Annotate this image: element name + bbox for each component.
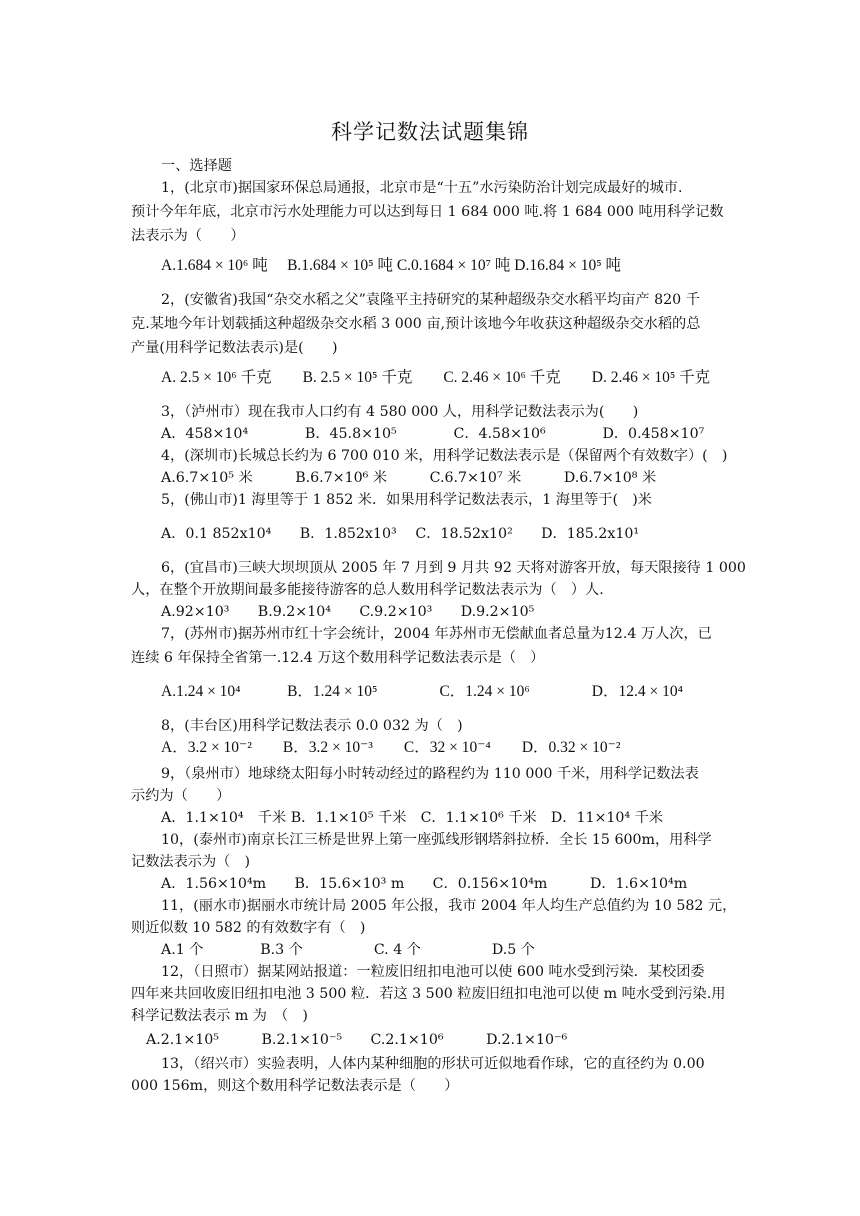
question-7-line-1: 7，(苏州市)据苏州市红十字会统计，2004 年苏州市无偿献血者总量为12.4 万人次，已 [161, 626, 712, 642]
question-8-options: A．3.2 × 10⁻² B．3.2 × 10⁻³ C．32 × 10⁻⁴ D．0.32 × 10⁻² [161, 739, 621, 756]
question-10-line-1: 10，(泰州市)南京长江三桥是世界上第一座弧线形钢塔斜拉桥．全长 15 600m，用科学 [161, 832, 712, 848]
question-10-options: A．1.56×10⁴m B．15.6×10³ m C．0.156×10⁴m D．1.6×10⁴m [161, 876, 688, 892]
question-9-line-1: 9，（泉州市）地球绕太阳每小时转动经过的路程约为 110 000 千米，用科学记数法表 [161, 766, 699, 782]
question-6-line-1: 6，(宜昌市)三峡大坝坝顶从 2005 年 7 月到 9 月共 92 天将对游客开放，每天限接待 1 000 [161, 560, 746, 576]
question-13-line-1: 13，（绍兴市）实验表明，人体内某种细胞的形状可近似地看作球，它的直径约为 0.00 [161, 1056, 705, 1072]
question-12-line-3: 科学记数法表示 m 为 （ ) [131, 1008, 308, 1024]
question-11-line-1: 11，(丽水市)据丽水市统计局 2005 年公报，我市 2004 年人均生产总值约为 10 582 元， [161, 898, 737, 914]
question-12-options: A.2.1×10⁵ B.2.1×10⁻⁵ C.2.1×10⁶ D.2.1×10⁻⁶ [146, 1032, 568, 1048]
question-11-options: A.1 个 B.3 个 C. 4 个 D.5 个 [161, 942, 535, 958]
question-6-options: A.92×10³ B.9.2×10⁴ C.9.2×10³ D.9.2×10⁵ [161, 604, 535, 620]
question-6-line-2: 人，在整个开放期间最多能接待游客的总人数用科学记数法表示为（ ）人. [131, 582, 604, 598]
question-12-line-2: 四年来共回收废旧纽扣电池 3 500 粒．若这 3 500 粒废旧纽扣电池可以使 m 吨水受到污染.用 [131, 986, 726, 1002]
question-12-line-1: 12，（日照市）据某网站报道：一粒废旧纽扣电池可以使 600 吨水受到污染．某校团委 [161, 964, 705, 980]
page-title: 科学记数法试题集锦 [331, 120, 529, 144]
question-8-line-1: 8，(丰台区)用科学记数法表示 0.0 032 为（ ) [161, 718, 463, 734]
question-1-line-2: 预计今年年底，北京市污水处理能力可以达到每日 1 684 000 吨.将 1 684 000 吨用科学记数 [131, 204, 724, 220]
question-5-line-1: 5，(佛山市)1 海里等于 1 852 米．如果用科学记数法表示，1 海里等于( )米 [161, 492, 652, 508]
question-2-line-2: 克.某地今年计划载插这种超级杂交水稻 3 000 亩,预计该地今年收获这种超级杂交水稻的总 [131, 316, 701, 332]
section-heading: 一、选择题 [161, 158, 232, 174]
question-3-line-1: 3，（泸州市）现在我市人口约有 4 580 000 人，用科学记数法表示为( ) [161, 404, 639, 420]
question-2-line-3: 产量(用科学记数法表示)是( ) [131, 340, 338, 356]
question-5-options: A．0.1 852x10⁴ B．1.852x10³ C．18.52x10² D．185.2x10¹ [161, 526, 640, 542]
question-1-options: A.1.684 × 10⁶ 吨 B.1.684 × 10⁵ 吨 C.0.1684 × 10⁷ 吨 D.16.84 × 10⁵ 吨 [161, 257, 622, 274]
question-7-options: A.1.24 × 10⁴ B．1.24 × 10⁵ C．1.24 × 10⁶ D．12.4 × 10⁴ [161, 683, 684, 700]
question-4-options: A.6.7×10⁵ 米 B.6.7×10⁶ 米 C.6.7×10⁷ 米 D.6.7×10⁸ 米 [161, 470, 657, 486]
question-3-options: A．458×10⁴ B．45.8×10⁵ C．4.58×10⁶ D．0.458×10⁷ [161, 426, 705, 442]
question-2-line-1: 2，(安徽省)我国“杂交水稻之父”袁隆平主持研究的某种超级杂交水稻平均亩产 820 千 [161, 292, 700, 308]
question-11-line-2: 则近似数 10 582 的有效数字有（ ) [131, 920, 366, 936]
question-2-options: A. 2.5 × 10⁶ 千克 B. 2.5 × 10⁵ 千克 C. 2.46 × 10⁶ 千克 D. 2.46 × 10⁵ 千克 [161, 369, 711, 386]
question-1-line-1: 1，(北京市)据国家环保总局通报，北京市是“十五”水污染防治计划完成最好的城市. [161, 180, 683, 196]
question-10-line-2: 记数法表示为（ ) [131, 854, 251, 870]
question-9-options: A．1.1×10⁴ 千米 B．1.1×10⁵ 千米 C．1.1×10⁶ 千米 D．11×10⁴ 千米 [161, 810, 664, 826]
question-9-line-2: 示约为（ ） [131, 788, 231, 804]
question-13-line-2: 000 156m，则这个数用科学记数法表示是（ ） [131, 1078, 459, 1094]
question-7-line-2: 连续 6 年保持全省第一.12.4 万这个数用科学记数法表示是（ ） [131, 650, 545, 666]
question-4-line-1: 4，(深圳市)长城总长约为 6 700 010 米，用科学记数法表示是（保留两个有效数字）( ) [161, 448, 728, 464]
question-1-line-3: 法表示为（ ） [131, 228, 245, 244]
